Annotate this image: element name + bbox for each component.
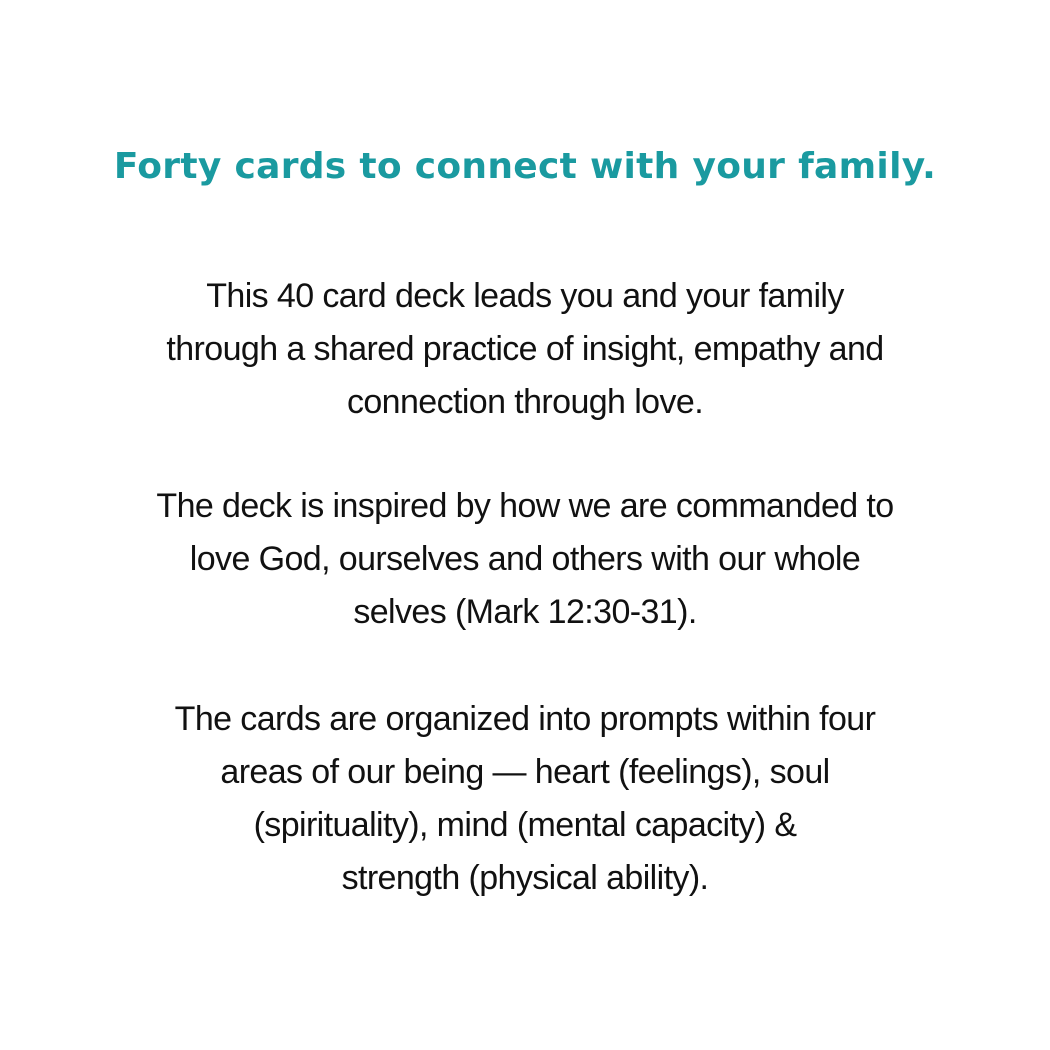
- headline-regular: Forty cards to connect with: [113, 146, 693, 187]
- paragraph-line: (spirituality), mind (mental capacity) &: [253, 806, 797, 844]
- paragraph-line: The deck is inspired by how we are commanded to: [156, 487, 894, 525]
- headline: [0, 141, 1050, 193]
- paragraph-line: through a shared practice of insight, empathy and: [166, 330, 884, 368]
- paragraph-line: areas of our being — heart (feelings), soul: [220, 753, 830, 791]
- description-paragraph-inspiration: [0, 480, 1050, 639]
- paragraph-line: strength (physical ability).: [341, 859, 709, 897]
- headline-emphasis: your family.: [692, 146, 937, 187]
- description-paragraph-organization: [0, 693, 1050, 905]
- paragraph-line: This 40 card deck leads you and your family: [206, 277, 844, 315]
- paragraph-line: selves (Mark 12:30-31).: [353, 593, 697, 631]
- paragraph-line: The cards are organized into prompts within four: [174, 700, 876, 738]
- paragraph-line: love God, ourselves and others with our whole: [189, 540, 861, 578]
- description-paragraph-deck: [0, 270, 1050, 429]
- paragraph-line: connection through love.: [346, 383, 704, 421]
